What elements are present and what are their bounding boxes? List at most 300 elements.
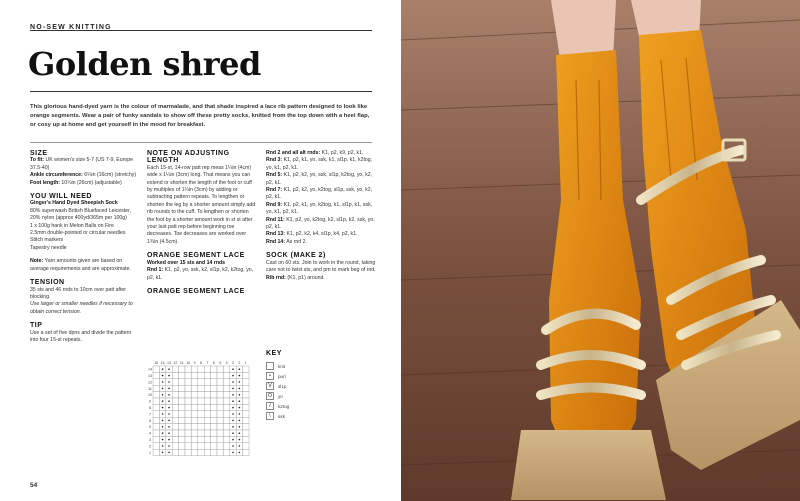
chart-cell xyxy=(223,392,229,398)
chart-cell xyxy=(172,379,178,385)
chart-col-number: 2 xyxy=(238,361,241,365)
chart-cell xyxy=(198,372,204,378)
chart-cell xyxy=(198,411,204,417)
chart-col-number: 15 xyxy=(154,361,159,365)
purl-dot xyxy=(232,426,234,428)
rnd-14: Rnd 14: As rnd 2. xyxy=(266,238,307,245)
chart-cell xyxy=(217,436,223,442)
purl-dot xyxy=(168,445,170,447)
purl-dot xyxy=(232,452,234,454)
purl-dot xyxy=(162,413,164,415)
purl-dot xyxy=(239,426,241,428)
key-item: O yo xyxy=(266,391,289,401)
chart-cell xyxy=(153,385,159,391)
chart-cell xyxy=(223,424,229,430)
chart-cell xyxy=(179,392,185,398)
chart-cell xyxy=(217,385,223,391)
chart-cell xyxy=(198,417,204,423)
chart-cell xyxy=(211,379,217,385)
purl-dot xyxy=(239,445,241,447)
chart-cell xyxy=(191,424,197,430)
chart-cell xyxy=(204,398,210,404)
lace-chart xyxy=(147,358,257,481)
need-item: Tapestry needle xyxy=(30,244,67,251)
chart-col-number: 5 xyxy=(219,361,222,365)
purl-symbol-icon: • xyxy=(266,372,274,380)
chart-cell xyxy=(185,424,191,430)
chart-row-number: 1 xyxy=(149,450,151,455)
purl-dot xyxy=(232,388,234,390)
chart-cell xyxy=(198,392,204,398)
purl-dot xyxy=(162,452,164,454)
chart-cell xyxy=(211,436,217,442)
chart-cell xyxy=(179,379,185,385)
tension-heading: TENSION xyxy=(30,279,65,287)
purl-dot xyxy=(162,375,164,377)
lace-subhead: Worked over 15 sts and 14 rnds xyxy=(147,259,226,266)
chart-cell xyxy=(223,443,229,449)
chart-cell xyxy=(217,430,223,436)
chart-cell xyxy=(211,404,217,410)
running-header xyxy=(30,16,372,31)
purl-dot xyxy=(239,432,241,434)
chart-cell xyxy=(223,436,229,442)
chart-cell xyxy=(243,411,249,417)
chart-cell xyxy=(217,379,223,385)
chart-col-number: 13 xyxy=(167,361,171,365)
rnd-13: Rnd 13: K1, p2, k2, k4, sl1p, k4, p2, k1. xyxy=(266,231,358,238)
chart-cell xyxy=(198,430,204,436)
chart-cell xyxy=(185,379,191,385)
need-heading: YOU WILL NEED xyxy=(30,193,92,201)
knit-symbol-icon xyxy=(266,362,274,370)
intro-paragraph: This glorious hand-dyed yarn is the colour of marmalade, and that shade inspired a lace rib pattern designed to look like orange segments. Wear a pair of funky sandals to show off these pretty socks, knitted from the top down with a heel flap, or cosy up at home and get yourself in the mood for breakfast. xyxy=(30,104,370,128)
chart-cell xyxy=(198,404,204,410)
chart-cell xyxy=(223,366,229,372)
chart-cell xyxy=(153,449,159,455)
chart-cell xyxy=(191,404,197,410)
chart-cell xyxy=(243,372,249,378)
chart-cell xyxy=(172,404,178,410)
purl-dot xyxy=(232,368,234,370)
size-to-fit: To fit: UK women's size 5-7 (US 7-9, Europe 37.5-40) xyxy=(30,157,133,171)
chart-cell xyxy=(185,398,191,404)
chart-col-number: 4 xyxy=(225,361,228,365)
purl-dot xyxy=(168,381,170,383)
chart-cell xyxy=(223,379,229,385)
chart-row-number: 9 xyxy=(149,399,151,404)
chart-row-number: 7 xyxy=(149,412,151,417)
chart-cell xyxy=(153,430,159,436)
purl-dot xyxy=(168,388,170,390)
purl-dot xyxy=(232,407,234,409)
chart-row-number: 12 xyxy=(148,380,152,385)
chart-cell xyxy=(179,398,185,404)
section-label: NO-SEW KNITTING xyxy=(30,24,112,31)
purl-dot xyxy=(168,394,170,396)
chart-col-number: 10 xyxy=(186,361,191,365)
chart-cell xyxy=(179,417,185,423)
chart-cell xyxy=(198,398,204,404)
purl-dot xyxy=(239,413,241,415)
chart-key xyxy=(266,350,289,421)
chart-cell xyxy=(217,411,223,417)
chart-cell xyxy=(172,424,178,430)
purl-dot xyxy=(232,381,234,383)
chart-cell xyxy=(198,449,204,455)
chart-cell xyxy=(179,411,185,417)
chart-cell xyxy=(179,436,185,442)
chart-col-number: 12 xyxy=(173,361,178,365)
chart-cell xyxy=(223,385,229,391)
chart-col-number: 14 xyxy=(160,361,165,365)
chart-cell xyxy=(179,424,185,430)
chart-grid xyxy=(147,358,257,476)
chart-row-number: 3 xyxy=(149,438,151,443)
yarn-description: 80% superwash British Bluefaced Leicester, 20% nylon (approx 400yd/365m per 100g) xyxy=(30,207,131,222)
chart-col-number: 3 xyxy=(232,361,234,365)
chart-cell xyxy=(211,366,217,372)
chart-heading: ORANGE SEGMENT LACE xyxy=(147,287,245,295)
need-item: 1 x 100g hank in Melon Balls on Fire xyxy=(30,222,114,229)
chart-cell xyxy=(172,436,178,442)
chart-cell xyxy=(172,411,178,417)
chart-cell xyxy=(243,392,249,398)
chart-cell xyxy=(211,392,217,398)
key-item: knit xyxy=(266,361,289,371)
key-item: / k2tog xyxy=(266,401,289,411)
tension-text: 35 sts and 46 rnds to 10cm over patt after blocking. xyxy=(30,286,127,300)
chart-cell xyxy=(217,404,223,410)
purl-dot xyxy=(162,388,164,390)
purl-dot xyxy=(232,420,234,422)
chart-cell xyxy=(172,392,178,398)
chart-cell xyxy=(243,436,249,442)
purl-dot xyxy=(239,394,241,396)
chart-cell xyxy=(198,379,204,385)
socks-photo xyxy=(401,0,800,501)
chart-cell xyxy=(217,392,223,398)
chart-cell xyxy=(198,385,204,391)
title-divider xyxy=(30,91,372,92)
ssk-symbol-icon: \ xyxy=(266,412,274,420)
purl-dot xyxy=(168,452,170,454)
yarn-over-symbol-icon: O xyxy=(266,392,274,400)
purl-dot xyxy=(162,407,164,409)
chart-cell xyxy=(179,443,185,449)
chart-cell xyxy=(191,385,197,391)
chart-cell xyxy=(211,372,217,378)
chart-cell xyxy=(172,372,178,378)
sock-heading: SOCK (MAKE 2) xyxy=(266,252,326,260)
chart-row-number: 8 xyxy=(149,406,151,411)
chart-cell xyxy=(191,436,197,442)
chart-cell xyxy=(217,398,223,404)
chart-cell xyxy=(204,436,210,442)
chart-cell xyxy=(191,417,197,423)
purl-dot xyxy=(168,426,170,428)
chart-cell xyxy=(211,430,217,436)
chart-row-number: 4 xyxy=(149,431,151,436)
chart-cell xyxy=(223,430,229,436)
size-heading: SIZE xyxy=(30,150,48,157)
page-number: 54 xyxy=(30,482,38,489)
chart-cell xyxy=(191,443,197,449)
chart-cell xyxy=(153,443,159,449)
chart-row-number: 10 xyxy=(148,393,152,398)
chart-cell xyxy=(172,430,178,436)
chart-cell xyxy=(223,417,229,423)
chart-cell xyxy=(191,449,197,455)
need-item: Stitch markers xyxy=(30,237,64,244)
chart-cell xyxy=(191,372,197,378)
chart-cell xyxy=(211,424,217,430)
chart-cell xyxy=(243,449,249,455)
rnd-3: Rnd 3: K1, p2, k1, yo, ssk, k1, sl1p, k1, k2tog, yo, k1, p2, k1. xyxy=(266,157,373,171)
key-item: V sl1p xyxy=(266,381,289,391)
purl-dot xyxy=(162,445,164,447)
chart-cell xyxy=(217,366,223,372)
chart-cell xyxy=(198,443,204,449)
chart-cell xyxy=(153,404,159,410)
column-3 xyxy=(266,150,376,282)
chart-cell xyxy=(185,417,191,423)
chart-cell xyxy=(153,417,159,423)
chart-cell xyxy=(191,430,197,436)
chart-cell xyxy=(204,411,210,417)
purl-dot xyxy=(239,400,241,402)
chart-cell xyxy=(185,366,191,372)
purl-dot xyxy=(232,413,234,415)
chart-cell xyxy=(185,392,191,398)
chart-cell xyxy=(172,449,178,455)
chart-cell xyxy=(204,385,210,391)
chart-cell xyxy=(204,417,210,423)
k2tog-symbol-icon: / xyxy=(266,402,274,410)
chart-row-number: 14 xyxy=(148,367,152,372)
chart-cell xyxy=(217,417,223,423)
chart-cell xyxy=(217,449,223,455)
need-item: 2.5mm double-pointed or circular needles xyxy=(30,230,126,237)
chart-row-number: 13 xyxy=(148,374,152,379)
chart-cell xyxy=(191,398,197,404)
purl-dot xyxy=(162,368,164,370)
chart-cell xyxy=(191,392,197,398)
chart-cell xyxy=(153,372,159,378)
purl-dot xyxy=(162,381,164,383)
chart-row-number: 6 xyxy=(149,418,151,423)
purl-dot xyxy=(168,439,170,441)
chart-row-number: 5 xyxy=(149,425,151,430)
purl-dot xyxy=(239,407,241,409)
chart-cell xyxy=(179,430,185,436)
chart-cell xyxy=(211,411,217,417)
chart-cell xyxy=(153,392,159,398)
size-foot: Foot length: 10¼in (26cm) (adjustable) xyxy=(30,179,122,186)
tip-text: Use a set of five dpns and divide the pattern into four 15-st repeats. xyxy=(30,329,132,343)
column-1 xyxy=(30,150,138,344)
page-title: Golden shred xyxy=(28,45,261,83)
chart-cell xyxy=(191,366,197,372)
chart-cell xyxy=(153,398,159,404)
chart-cell xyxy=(204,443,210,449)
purl-dot xyxy=(232,445,234,447)
size-ankle: Ankle circumference: 6¼in (16cm) (stretchy) xyxy=(30,172,137,179)
length-heading: NOTE ON ADJUSTING LENGTH xyxy=(147,150,230,165)
purl-dot xyxy=(239,439,241,441)
chart-cell xyxy=(211,385,217,391)
purl-dot xyxy=(239,375,241,377)
purl-dot xyxy=(168,375,170,377)
chart-col-number: 9 xyxy=(193,361,196,365)
key-item: • purl xyxy=(266,371,289,381)
chart-cell xyxy=(198,424,204,430)
purl-dot xyxy=(232,375,234,377)
rib-rnd: Rib rnd: (K1, p1) around. xyxy=(266,274,325,281)
chart-cell xyxy=(172,443,178,449)
chart-cell xyxy=(191,379,197,385)
purl-dot xyxy=(162,426,164,428)
chart-cell xyxy=(211,449,217,455)
chart-cell xyxy=(243,424,249,430)
chart-cell xyxy=(217,443,223,449)
rnd-even: Rnd 2 and all alt rnds: K1, p2, k9, p2, k1. xyxy=(266,150,364,156)
lace-heading: ORANGE SEGMENT LACE xyxy=(147,252,245,260)
chart-cell xyxy=(153,366,159,372)
chart-cell xyxy=(243,379,249,385)
chart-cell xyxy=(211,443,217,449)
chart-cell xyxy=(185,436,191,442)
purl-dot xyxy=(168,407,170,409)
purl-dot xyxy=(239,452,241,454)
chart-cell xyxy=(185,411,191,417)
chart-cell xyxy=(223,398,229,404)
chart-cell xyxy=(185,449,191,455)
chart-cell xyxy=(185,372,191,378)
chart-cell xyxy=(243,385,249,391)
chart-cell xyxy=(243,404,249,410)
chart-cell xyxy=(185,385,191,391)
yarn-note: Note: Yarn amounts given are based on average requirements and are approximate. xyxy=(30,258,131,272)
purl-dot xyxy=(232,432,234,434)
chart-cell xyxy=(179,449,185,455)
chart-cell xyxy=(243,398,249,404)
chart-col-number: 6 xyxy=(212,361,215,365)
chart-cell xyxy=(204,392,210,398)
purl-dot xyxy=(162,394,164,396)
chart-cell xyxy=(185,430,191,436)
purl-dot xyxy=(168,413,170,415)
rnd-9: Rnd 9: K1, p2, k1, yo, k2tog, k1, sl1p, k1, ssk, yo, k1, p2, k1. xyxy=(266,201,373,216)
tip-heading: TIP xyxy=(30,322,43,330)
purl-dot xyxy=(239,368,241,370)
chart-col-number: 1 xyxy=(244,361,247,365)
chart-cell xyxy=(243,366,249,372)
slip-symbol-icon: V xyxy=(266,382,274,390)
chart-col-number: 7 xyxy=(206,361,209,365)
chart-cell xyxy=(223,411,229,417)
chart-cell xyxy=(211,417,217,423)
chart-cell xyxy=(223,372,229,378)
chart-cell xyxy=(172,417,178,423)
chart-cell xyxy=(153,424,159,430)
chart-cell xyxy=(185,443,191,449)
yarn-name: Ginger's Hand Dyed Sheepish Sock xyxy=(30,200,118,207)
chart-col-number: 8 xyxy=(200,361,202,365)
chart-cell xyxy=(153,411,159,417)
chart-col-number: 11 xyxy=(179,361,184,365)
key-heading: KEY xyxy=(266,350,282,357)
chart-cell xyxy=(198,436,204,442)
chart-cell xyxy=(217,424,223,430)
chart-cell xyxy=(223,404,229,410)
chart-cell xyxy=(179,385,185,391)
chart-cell xyxy=(172,366,178,372)
purl-dot xyxy=(162,432,164,434)
purl-dot xyxy=(239,381,241,383)
column-2 xyxy=(147,150,257,295)
chart-cell xyxy=(223,449,229,455)
purl-dot xyxy=(162,420,164,422)
chart-cell xyxy=(179,372,185,378)
chart-cell xyxy=(204,404,210,410)
rnd-7: Rnd 7: K1, p2, k2, yo, k2tog, sl1p, ssk, yo, k2, p2, k1. xyxy=(266,187,373,201)
chart-cell xyxy=(243,417,249,423)
chart-cell xyxy=(204,379,210,385)
chart-cell xyxy=(185,404,191,410)
section-divider xyxy=(30,142,372,143)
lace-rnd1: Rnd 1: K1, p2, yo, ssk, k2, sl1p, k2, k2tog, yo, p2, k1. xyxy=(147,267,254,281)
rnd-5: Rnd 5: K1, p2, k2, yo, ssk, sl1p, k2tog, yo, k2, p2, k1. xyxy=(266,172,373,186)
chart-cell xyxy=(179,404,185,410)
chart-cell xyxy=(172,398,178,404)
chart-cell xyxy=(204,366,210,372)
chart-cell xyxy=(204,430,210,436)
chart-cell xyxy=(204,449,210,455)
purl-dot xyxy=(232,439,234,441)
rnd-11: Rnd 11: K1, p2, yo, k2tog, k2, sl1p, k2, ssk, yo, p2, k1. xyxy=(266,216,375,231)
chart-cell xyxy=(179,366,185,372)
purl-dot xyxy=(239,388,241,390)
purl-dot xyxy=(168,432,170,434)
chart-cell xyxy=(217,372,223,378)
chart-cell xyxy=(243,430,249,436)
chart-cell xyxy=(211,398,217,404)
key-item: \ ssk xyxy=(266,411,289,421)
sock-text: Cast on 60 sts. Join to work in the round, taking care not to twist sts, and pm to mark beg of rnd. xyxy=(266,259,376,274)
chart-row-number: 11 xyxy=(148,386,152,391)
tension-italic: Use larger or smaller needles if necessary to obtain correct tension. xyxy=(30,301,133,315)
purl-dot xyxy=(239,420,241,422)
chart-cell xyxy=(198,366,204,372)
purl-dot xyxy=(168,400,170,402)
length-text: Each 15-st, 14-row patt rep meas 1¼in (4cm) wide x 1¼in (3cm) long. That means you can extend or shorten the length of the foot or cuff by multiples of 1¼in (3cm) by adding or subtracting pattern repeats. To lengthen or shorten the leg by a shorter amount simply add rib rounds to the cuff. To lengthen or shorten the foot by a shorter amount work in st st after your last patt rep before beginning toe decreases. Toe decreases are worked over 1¾in (4.5cm). xyxy=(147,164,256,245)
chart-cell xyxy=(153,379,159,385)
purl-dot xyxy=(232,394,234,396)
purl-dot xyxy=(232,400,234,402)
chart-row-number: 2 xyxy=(149,444,151,449)
chart-cell xyxy=(204,372,210,378)
chart-cell xyxy=(191,411,197,417)
purl-dot xyxy=(162,439,164,441)
chart-cell xyxy=(172,385,178,391)
chart-cell xyxy=(204,424,210,430)
chart-cell xyxy=(153,436,159,442)
purl-dot xyxy=(168,368,170,370)
purl-dot xyxy=(162,400,164,402)
purl-dot xyxy=(168,420,170,422)
photo-illustration xyxy=(401,0,800,501)
